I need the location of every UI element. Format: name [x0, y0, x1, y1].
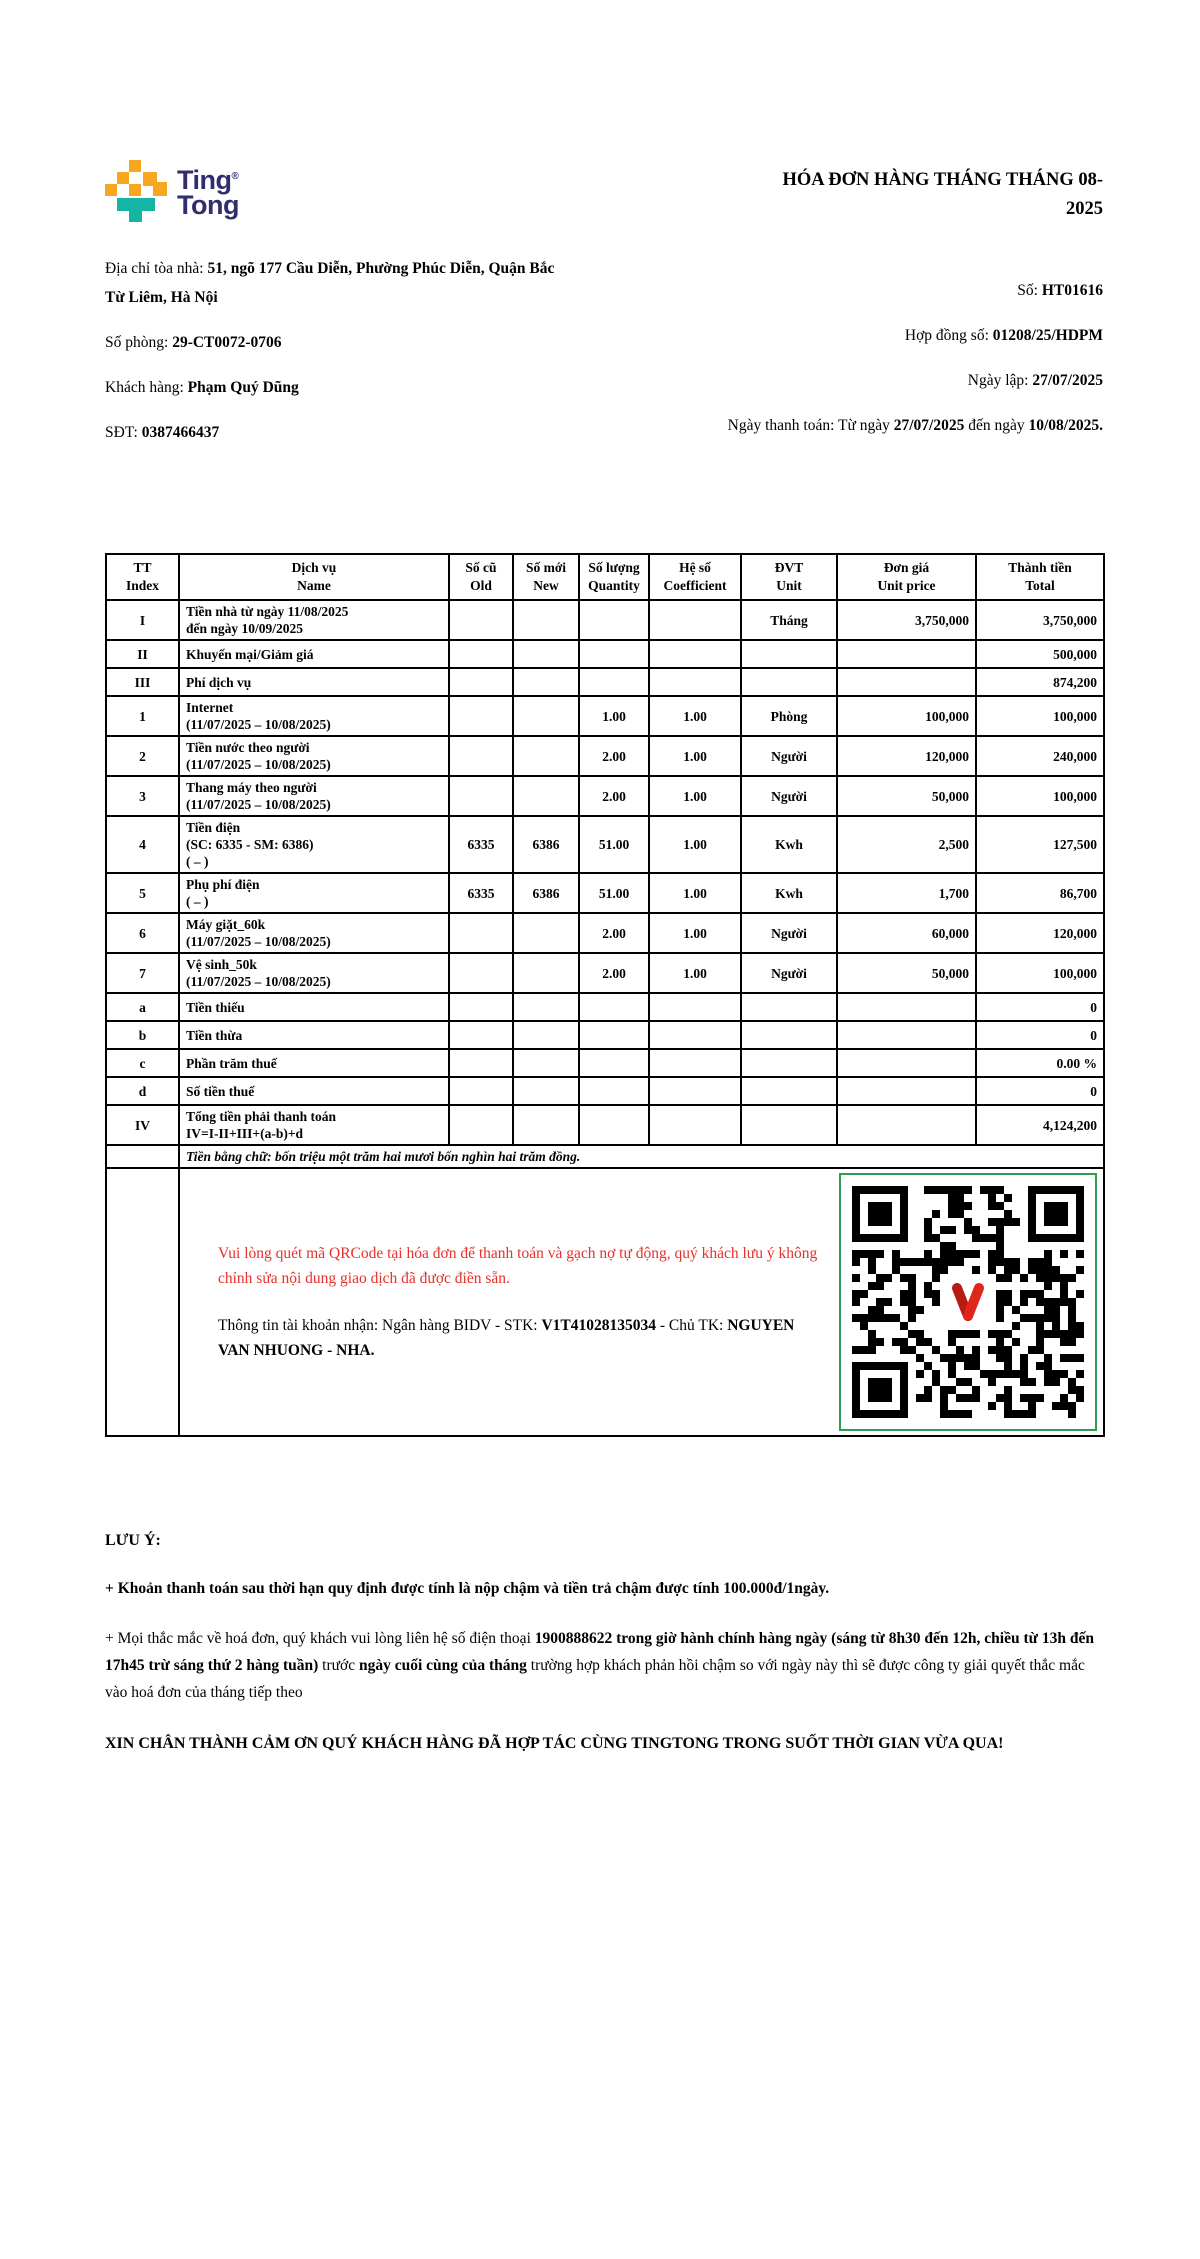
cell-new-reading: 6386 — [513, 873, 579, 913]
info-left-line: SĐT: 0387466437 — [105, 424, 220, 441]
header — [105, 160, 1103, 224]
hotline-note: + Mọi thắc mắc về hoá đơn, quý khách vui lòng liên hệ số điện thoại 1900888622 trong giờ hành chính hàng ngày (sáng từ 8h30 đến 12h, chiều từ 13h đến 17h45 trừ sáng thứ 2 hàng tuần) trước ngày cuối cùng của tháng trường hợp khách phản hồi chậm so với ngày này thì sẽ được công ty giải quyết thắc mắc vào hoá đơn của tháng tiếp theo — [105, 1630, 1094, 1701]
cell-unit-price: 60,000 — [837, 913, 976, 953]
amount-in-words-row — [106, 1145, 1104, 1168]
info-left-line: Khách hàng: Phạm Quý Dũng — [105, 379, 299, 396]
cell-index: 3 — [106, 776, 179, 816]
cell-total: 0 — [976, 1021, 1104, 1049]
cell-new-reading — [513, 953, 579, 993]
cell-unit — [741, 668, 837, 696]
amount-in-words-label: Tiền bằng chữ: — [186, 1149, 275, 1164]
cell-coefficient: 1.00 — [649, 873, 741, 913]
cell-quantity: 2.00 — [579, 776, 649, 816]
info-right-line: Ngày thanh toán: Từ ngày 27/07/2025 đến ngày 10/08/2025. — [727, 417, 1103, 434]
cell-new-reading — [513, 913, 579, 953]
cell-old-reading — [449, 640, 513, 668]
document-title-line1: HÓA ĐƠN HÀNG THÁNG THÁNG 08- — [782, 170, 1103, 190]
cell-old-reading — [449, 696, 513, 736]
vietqr-logo-icon — [942, 1276, 994, 1328]
cell-new-reading — [513, 736, 579, 776]
cell-unit-price: 50,000 — [837, 953, 976, 993]
cell-index: II — [106, 640, 179, 668]
cell-coefficient: 1.00 — [649, 913, 741, 953]
invoice-table — [105, 553, 1105, 1437]
payment-instructions — [186, 1241, 826, 1363]
document-title — [603, 166, 1103, 224]
info-right-line: Hợp đồng số: 01208/25/HDPM — [904, 327, 1103, 344]
logo-pixel — [129, 210, 142, 222]
cell-new-reading — [513, 776, 579, 816]
info-right-line: Số: HT01616 — [1017, 282, 1103, 299]
cell-unit: Kwh — [741, 873, 837, 913]
vietqr-v-glyph — [946, 1280, 990, 1324]
table-row — [106, 816, 1104, 873]
cell-index: b — [106, 1021, 179, 1049]
cell-old-reading — [449, 1105, 513, 1145]
cell-quantity — [579, 668, 649, 696]
cell-total: 4,124,200 — [976, 1105, 1104, 1145]
cell-old-reading — [449, 736, 513, 776]
cell-new-reading — [513, 993, 579, 1021]
cell-index: c — [106, 1049, 179, 1077]
cell-unit-price: 2,500 — [837, 816, 976, 873]
cell-new-reading: 6386 — [513, 816, 579, 873]
cell-new-reading — [513, 1077, 579, 1105]
bank-account-info: Thông tin tài khoản nhận: Ngân hàng BIDV - STK: V1T41028135034 - Chủ TK: NGUYEN VAN NHUONG - NHA. — [218, 1317, 795, 1359]
cell-coefficient: 1.00 — [649, 696, 741, 736]
cell-unit-price — [837, 1049, 976, 1077]
qr-row — [106, 1168, 1104, 1436]
qr-payment-notice: Vui lòng quét mã QRCode tại hóa đơn để thanh toán và gạch nợ tự động, quý khách lưu ý không chỉnh sửa nội dung giao dịch đã được điền sẵn. — [218, 1245, 818, 1287]
column-header: Đơn giá Unit price — [837, 554, 976, 600]
document-title-line2: 2025 — [1066, 199, 1103, 219]
info-left-line: Địa chỉ tòa nhà: 51, ngõ 177 Cầu Diễn, Phường Phúc Diễn, Quận Bắc Từ Liêm, Hà Nội — [105, 260, 555, 306]
cell-quantity — [579, 1049, 649, 1077]
table-row — [106, 776, 1104, 816]
cell-coefficient: 1.00 — [649, 953, 741, 993]
cell-coefficient — [649, 1049, 741, 1077]
cell-coefficient: 1.00 — [649, 736, 741, 776]
closing-thanks: XIN CHÂN THÀNH CẢM ƠN QUÝ KHÁCH HÀNG ĐÃ HỢP TÁC CÙNG TINGTONG TRONG SUỐT THỜI GIAN VỪA QUA! — [105, 1735, 1004, 1752]
column-header: Số mới New — [513, 554, 579, 600]
cell-quantity: 2.00 — [579, 736, 649, 776]
cell-unit: Tháng — [741, 600, 837, 640]
cell-total: 874,200 — [976, 668, 1104, 696]
column-header: Thành tiền Total — [976, 554, 1104, 600]
qr-content-cell — [179, 1168, 1104, 1436]
cell-unit — [741, 993, 837, 1021]
tingtong-logo-text — [177, 164, 239, 218]
column-header: Số lượng Quantity — [579, 554, 649, 600]
logo-word-1: Ting — [177, 165, 232, 195]
table-row — [106, 1105, 1104, 1145]
invoice-table-body — [106, 600, 1104, 1145]
cell-total: 0.00 % — [976, 1049, 1104, 1077]
cell-index: IV — [106, 1105, 179, 1145]
logo-word-2: Tong — [177, 190, 239, 220]
table-row — [106, 1021, 1104, 1049]
cell-unit-price: 120,000 — [837, 736, 976, 776]
cell-new-reading — [513, 696, 579, 736]
column-header: TT Index — [106, 554, 179, 600]
cell-quantity — [579, 1105, 649, 1145]
cell-unit-price: 1,700 — [837, 873, 976, 913]
cell-unit-price: 100,000 — [837, 696, 976, 736]
invoice-info-right — [673, 254, 1103, 463]
table-row — [106, 696, 1104, 736]
cell-quantity: 1.00 — [579, 696, 649, 736]
cell-service-name: Tiền nhà từ ngày 11/08/2025 đến ngày 10/09/2025 — [179, 600, 449, 640]
table-row — [106, 873, 1104, 913]
cell-total: 240,000 — [976, 736, 1104, 776]
logo-pixel — [117, 172, 129, 184]
late-payment-note: + Khoản thanh toán sau thời hạn quy định được tính là nộp chậm và tiền trả chậm được tính 100.000đ/1ngày. — [105, 1580, 830, 1597]
cell-total: 0 — [976, 1077, 1104, 1105]
cell-new-reading — [513, 1049, 579, 1077]
logo-pixel — [153, 182, 167, 196]
cell-old-reading — [449, 1049, 513, 1077]
cell-total: 100,000 — [976, 696, 1104, 736]
cell-unit — [741, 1105, 837, 1145]
cell-old-reading: 6335 — [449, 816, 513, 873]
cell-unit-price — [837, 1021, 976, 1049]
cell-new-reading — [513, 640, 579, 668]
cell-new-reading — [513, 600, 579, 640]
cell-service-name: Tiền thiếu — [179, 993, 449, 1021]
info-right-line: Ngày lập: 27/07/2025 — [967, 372, 1103, 389]
cell-unit-price — [837, 1077, 976, 1105]
cell-service-name: Vệ sinh_50k (11/07/2025 – 10/08/2025) — [179, 953, 449, 993]
cell-service-name: Tổng tiền phải thanh toán IV=I-II+III+(a-b)+d — [179, 1105, 449, 1145]
cell-coefficient: 1.00 — [649, 776, 741, 816]
cell-coefficient — [649, 1021, 741, 1049]
cell-service-name: Phần trăm thuế — [179, 1049, 449, 1077]
cell-index: 1 — [106, 696, 179, 736]
cell-quantity — [579, 600, 649, 640]
cell-unit-price — [837, 640, 976, 668]
cell-unit: Người — [741, 736, 837, 776]
cell-index: 7 — [106, 953, 179, 993]
cell-old-reading: 6335 — [449, 873, 513, 913]
cell-new-reading — [513, 1105, 579, 1145]
cell-old-reading — [449, 913, 513, 953]
cell-quantity — [579, 993, 649, 1021]
cell-old-reading — [449, 600, 513, 640]
tingtong-logo — [105, 160, 239, 222]
table-row — [106, 1077, 1104, 1105]
cell-service-name: Tiền thừa — [179, 1021, 449, 1049]
cell-total: 100,000 — [976, 776, 1104, 816]
invoice-table-head — [106, 554, 1104, 600]
cell-quantity — [579, 1077, 649, 1105]
notes-heading: LƯU Ý: — [105, 1532, 161, 1549]
cell-service-name: Số tiền thuế — [179, 1077, 449, 1105]
info-left-line: Số phòng: 29-CT0072-0706 — [105, 334, 282, 351]
cell-total: 0 — [976, 993, 1104, 1021]
cell-quantity: 2.00 — [579, 913, 649, 953]
registered-mark: ® — [231, 171, 239, 182]
cell-old-reading — [449, 993, 513, 1021]
amount-in-words-value: bốn triệu một trăm hai mươi bốn nghìn hai trăm đồng. — [274, 1149, 581, 1164]
cell-unit: Người — [741, 776, 837, 816]
logo-pixel — [129, 184, 141, 196]
cell-service-name: Phí dịch vụ — [179, 668, 449, 696]
cell-coefficient — [649, 600, 741, 640]
cell-index: d — [106, 1077, 179, 1105]
cell-quantity — [579, 640, 649, 668]
table-row — [106, 640, 1104, 668]
qr-row-index-cell — [106, 1168, 179, 1436]
amount-in-words-cell — [179, 1145, 1104, 1168]
cell-new-reading — [513, 1021, 579, 1049]
cell-coefficient — [649, 668, 741, 696]
cell-service-name: Thang máy theo người (11/07/2025 – 10/08/2025) — [179, 776, 449, 816]
cell-unit — [741, 1049, 837, 1077]
cell-total: 500,000 — [976, 640, 1104, 668]
cell-service-name: Tiền nước theo người (11/07/2025 – 10/08/2025) — [179, 736, 449, 776]
cell-old-reading — [449, 1021, 513, 1049]
qr-code — [852, 1186, 1084, 1418]
cell-coefficient: 1.00 — [649, 816, 741, 873]
column-header: Dịch vụ Name — [179, 554, 449, 600]
cell-total: 3,750,000 — [976, 600, 1104, 640]
invoice-info — [105, 254, 1103, 463]
cell-coefficient — [649, 1105, 741, 1145]
cell-total: 127,500 — [976, 816, 1104, 873]
cell-old-reading — [449, 668, 513, 696]
cell-quantity: 2.00 — [579, 953, 649, 993]
cell-quantity: 51.00 — [579, 816, 649, 873]
cell-index: a — [106, 993, 179, 1021]
column-header: Số cũ Old — [449, 554, 513, 600]
table-row — [106, 736, 1104, 776]
cell-total: 100,000 — [976, 953, 1104, 993]
cell-service-name: Máy giặt_60k (11/07/2025 – 10/08/2025) — [179, 913, 449, 953]
tingtong-logo-icon — [105, 160, 167, 222]
logo-pixel — [105, 184, 117, 196]
cell-unit: Kwh — [741, 816, 837, 873]
cell-service-name: Khuyến mại/Giảm giá — [179, 640, 449, 668]
table-row — [106, 993, 1104, 1021]
column-header: ĐVT Unit — [741, 554, 837, 600]
invoice-info-left — [105, 254, 565, 463]
cell-unit: Phòng — [741, 696, 837, 736]
cell-unit: Người — [741, 913, 837, 953]
cell-unit — [741, 1021, 837, 1049]
cell-unit: Người — [741, 953, 837, 993]
cell-unit-price — [837, 993, 976, 1021]
cell-unit-price: 3,750,000 — [837, 600, 976, 640]
cell-unit-price — [837, 668, 976, 696]
cell-index: I — [106, 600, 179, 640]
cell-index: 5 — [106, 873, 179, 913]
cell-total: 86,700 — [976, 873, 1104, 913]
cell-total: 120,000 — [976, 913, 1104, 953]
cell-old-reading — [449, 1077, 513, 1105]
table-row — [106, 668, 1104, 696]
cell-unit — [741, 1077, 837, 1105]
cell-index: III — [106, 668, 179, 696]
table-row — [106, 913, 1104, 953]
cell-service-name: Tiền điện (SC: 6335 - SM: 6386) ( – ) — [179, 816, 449, 873]
table-row — [106, 1049, 1104, 1077]
cell-unit-price: 50,000 — [837, 776, 976, 816]
qr-code-frame — [839, 1173, 1097, 1431]
table-row — [106, 953, 1104, 993]
table-row — [106, 600, 1104, 640]
cell-coefficient — [649, 993, 741, 1021]
cell-unit-price — [837, 1105, 976, 1145]
cell-coefficient — [649, 640, 741, 668]
footer-notes — [105, 1532, 1103, 1757]
cell-old-reading — [449, 776, 513, 816]
cell-index: 6 — [106, 913, 179, 953]
cell-quantity — [579, 1021, 649, 1049]
column-header: Hệ số Coefficient — [649, 554, 741, 600]
logo-pixel — [129, 160, 141, 172]
cell-unit — [741, 640, 837, 668]
cell-service-name: Internet (11/07/2025 – 10/08/2025) — [179, 696, 449, 736]
cell-new-reading — [513, 668, 579, 696]
cell-index: 2 — [106, 736, 179, 776]
amount-in-words-index-cell — [106, 1145, 179, 1168]
cell-old-reading — [449, 953, 513, 993]
cell-quantity: 51.00 — [579, 873, 649, 913]
cell-index: 4 — [106, 816, 179, 873]
cell-service-name: Phụ phí điện ( – ) — [179, 873, 449, 913]
cell-coefficient — [649, 1077, 741, 1105]
